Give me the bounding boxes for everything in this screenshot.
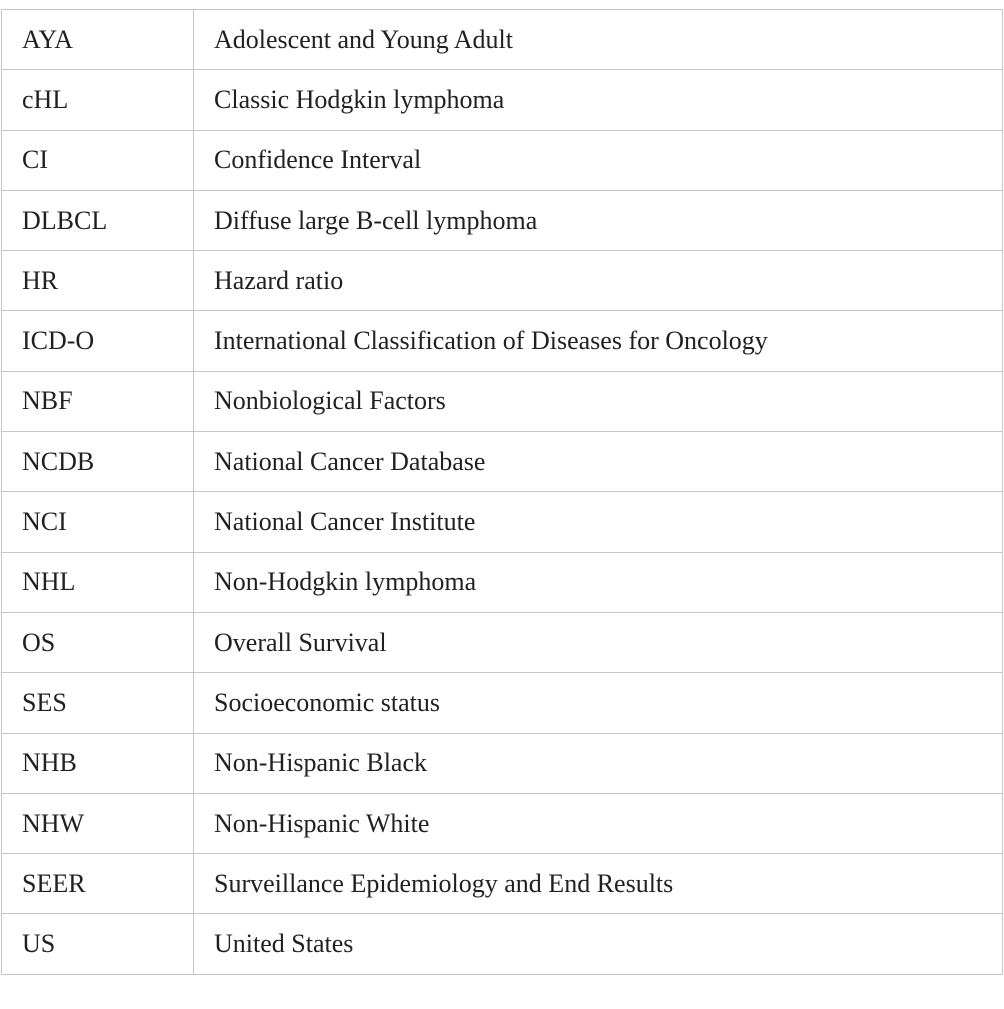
definition-cell: Nonbiological Factors	[194, 371, 1003, 431]
abbreviation-cell: NHL	[2, 552, 194, 612]
definition-cell: Overall Survival	[194, 612, 1003, 672]
abbreviation-cell: AYA	[2, 10, 194, 70]
abbreviation-cell: NCDB	[2, 432, 194, 492]
table-row	[2, 432, 1003, 492]
definition-cell: Socioeconomic status	[194, 673, 1003, 733]
abbreviation-cell: CI	[2, 130, 194, 190]
abbreviation-cell: NBF	[2, 371, 194, 431]
definition-cell: Non-Hodgkin lymphoma	[194, 552, 1003, 612]
table-row	[2, 914, 1003, 974]
table-row	[2, 311, 1003, 371]
definition-cell: Surveillance Epidemiology and End Results	[194, 854, 1003, 914]
abbreviation-cell: SES	[2, 673, 194, 733]
abbreviation-cell: OS	[2, 612, 194, 672]
definition-cell: Adolescent and Young Adult	[194, 10, 1003, 70]
abbreviation-cell: HR	[2, 251, 194, 311]
abbreviation-cell: NHB	[2, 733, 194, 793]
table-row	[2, 190, 1003, 250]
table-row	[2, 130, 1003, 190]
abbreviation-cell: SEER	[2, 854, 194, 914]
definition-cell: Hazard ratio	[194, 251, 1003, 311]
abbreviation-cell: DLBCL	[2, 190, 194, 250]
definition-cell: Non-Hispanic White	[194, 793, 1003, 853]
definition-cell: National Cancer Database	[194, 432, 1003, 492]
table-row	[2, 371, 1003, 431]
table-row	[2, 793, 1003, 853]
table-row	[2, 552, 1003, 612]
abbreviation-cell: NHW	[2, 793, 194, 853]
table-row	[2, 854, 1003, 914]
definition-cell: Confidence Interval	[194, 130, 1003, 190]
definition-cell: Classic Hodgkin lymphoma	[194, 70, 1003, 130]
table-row	[2, 10, 1003, 70]
abbreviation-cell: cHL	[2, 70, 194, 130]
abbreviation-cell: US	[2, 914, 194, 974]
abbreviation-cell: NCI	[2, 492, 194, 552]
table-row	[2, 492, 1003, 552]
definition-cell: Non-Hispanic Black	[194, 733, 1003, 793]
definition-cell: National Cancer Institute	[194, 492, 1003, 552]
definition-cell: United States	[194, 914, 1003, 974]
definition-cell: Diffuse large B-cell lymphoma	[194, 190, 1003, 250]
table-row	[2, 733, 1003, 793]
table-row	[2, 70, 1003, 130]
table-row	[2, 251, 1003, 311]
table-row	[2, 673, 1003, 733]
table-row	[2, 612, 1003, 672]
definition-cell: International Classification of Diseases for Oncology	[194, 311, 1003, 371]
abbreviations-table	[1, 9, 1003, 975]
abbreviation-cell: ICD-O	[2, 311, 194, 371]
